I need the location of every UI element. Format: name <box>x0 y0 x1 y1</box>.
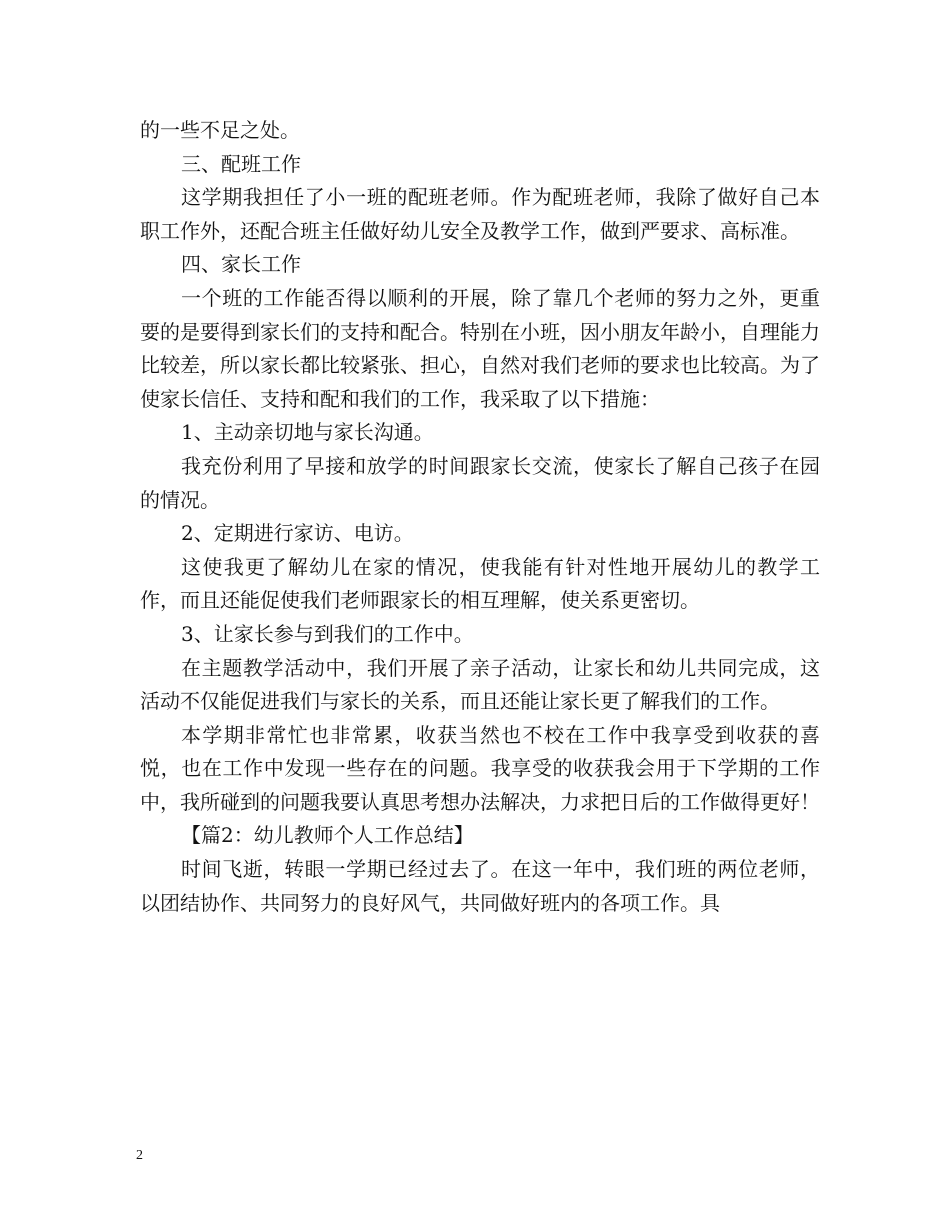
paragraph: 时间飞逝，转眼一学期已经过去了。在这一年中，我们班的两位老师，以团结协作、共同努力的良好风气，共同做好班内的各项工作。具 <box>140 857 820 915</box>
paragraph: 这使我更了解幼儿在家的情况，使我能有针对性地开展幼儿的教学工作，而且还能促使我们老师跟家长的相互理解，使关系更密切。 <box>140 554 820 613</box>
page-number: 2 <box>136 1148 143 1163</box>
list-item-heading: 3、让家长参与到我们的工作中。 <box>181 621 474 646</box>
body-text <box>140 114 820 920</box>
list-item-heading: 2、定期进行家访、电访。 <box>181 521 414 546</box>
paragraph: 一个班的工作能否得以顺利的开展，除了靠几个老师的努力之外，更重要的是要得到家长们的支持和配合。特别在小班，因小朋友年龄小，自理能力比较差，所以家长都比较紧张、担心，自然对我们老师的要求也比较高。为了使家长信任、支持和配和我们的工作，我采取了以下措施： <box>140 285 820 411</box>
section-heading: 四、家长工作 <box>181 252 301 277</box>
article-title: 【篇2：幼儿教师个人工作总结】 <box>181 823 474 848</box>
paragraph: 在主题教学活动中，我们开展了亲子活动，让家长和幼儿共同完成，这活动不仅能促进我们与家长的关系，而且还能让家长更了解我们的工作。 <box>140 655 820 714</box>
list-item-heading: 1、主动亲切地与家长沟通。 <box>181 420 434 445</box>
paragraph: 的一些不足之处。 <box>140 118 300 142</box>
paragraph: 本学期非常忙也非常累，收获当然也不校在工作中我享受到收获的喜悦，也在工作中发现一些存在的问题。我享受的收获我会用于下学期的工作中，我所碰到的问题我要认真思考想办法解决，力求把日后的工作做得更好！ <box>140 722 820 814</box>
section-heading: 三、配班工作 <box>181 151 301 176</box>
paragraph: 我充份利用了早接和放学的时间跟家长交流，使家长了解自己孩子在园的情况。 <box>140 453 820 512</box>
paragraph: 这学期我担任了小一班的配班老师。作为配班老师，我除了做好自己本职工作外，还配合班主任做好幼儿安全及教学工作，做到严要求、高标准。 <box>140 185 820 243</box>
